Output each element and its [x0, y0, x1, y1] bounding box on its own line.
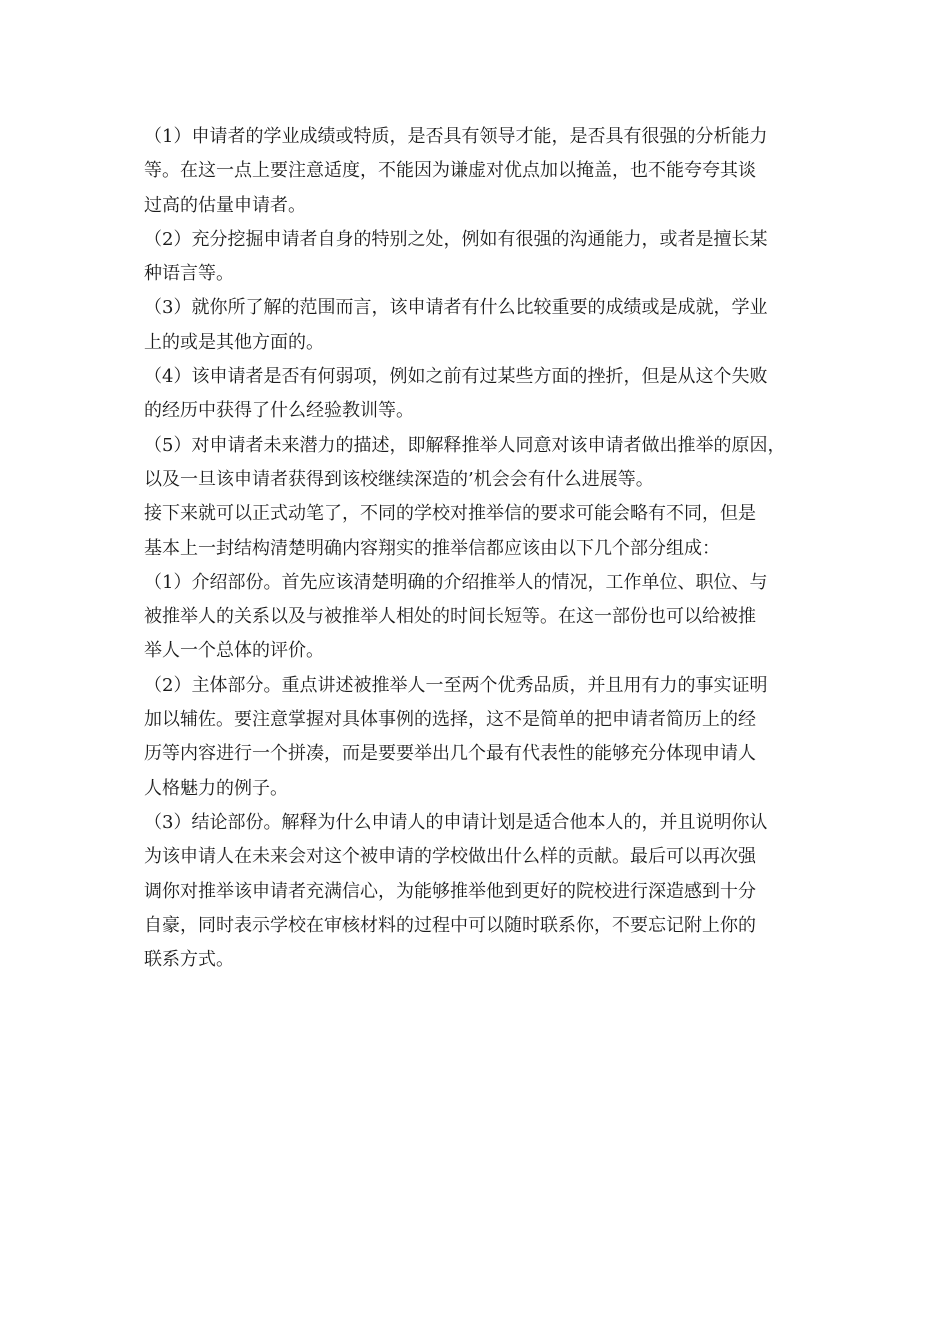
text-line-1: （1）申请者的学业成绩或特质，是否具有领导才能，是否具有很强的分析能力 [144, 126, 768, 147]
text-line-24: 自豪，同时表示学校在审核材料的过程中可以随时联系你，不要忘记附上你的 [144, 914, 756, 936]
text-line-17: （2）主体部分。重点讲述被推举人一至两个优秀品质，并且用有力的事实证明 [144, 674, 768, 696]
text-line-18: 加以辅佐。要注意掌握对具体事例的选择，这不是简单的把申请者简历上的经 [144, 709, 756, 731]
text-line-11: 以及一旦该申请者获得到该校继续深造的’机会会有什么进展等。 [144, 468, 654, 490]
text-line-25: 联系方式。 [144, 949, 234, 971]
text-line-15: 被推举人的关系以及与被推举人相处的时间长短等。在这一部份也可以给被推 [144, 606, 756, 628]
text-line-10: （5）对申请者未来潜力的描述，即解释推举人同意对该申请者做出推举的原因， [144, 434, 786, 456]
text-line-12: 接下来就可以正式动笔了，不同的学校对推举信的要求可能会略有不同，但是 [144, 503, 756, 525]
text-line-21: （3）结论部份。解释为什么申请人的申请计划是适合他本人的，并且说明你认 [144, 811, 768, 833]
text-line-14: （1）介绍部份。首先应该清楚明确的介绍推举人的情况，工作单位、职位、与 [144, 571, 768, 593]
text-line-13: 基本上一封结构清楚明确内容翔实的推举信都应该由以下几个部分组成： [144, 537, 720, 559]
text-line-7: 上的或是其他方面的。 [144, 331, 324, 353]
text-line-2: 等。在这一点上要注意适度，不能因为谦虚对优点加以掩盖，也不能夸夸其谈 [144, 160, 756, 182]
text-line-23: 调你对推举该申请者充满信心，为能够推举他到更好的院校进行深造感到十分 [144, 880, 756, 902]
text-line-3: 过高的估量申请者。 [144, 194, 306, 216]
text-line-4: （2）充分挖掘申请者自身的特别之处，例如有很强的沟通能力，或者是擅长某 [144, 228, 768, 250]
text-line-20: 人格魅力的例子。 [144, 777, 288, 799]
text-line-22: 为该申请人在未来会对这个被申请的学校做出什么样的贡献。最后可以再次强 [144, 846, 756, 868]
text-line-16: 举人一个总体的评价。 [144, 640, 324, 662]
text-line-5: 种语言等。 [144, 263, 234, 285]
text-line-19: 历等内容进行一个拼凑，而是要要举出几个最有代表性的能够充分体现申请人 [144, 743, 756, 765]
document-body [144, 120, 824, 977]
text-line-9: 的经历中获得了什么经验教训等。 [144, 400, 414, 422]
text-line-8: （4）该申请者是否有何弱项，例如之前有过某些方面的挫折，但是从这个失败 [144, 366, 768, 388]
text-line-6: （3）就你所了解的范围而言，该申请者有什么比较重要的成绩或是成就，学业 [144, 297, 768, 319]
